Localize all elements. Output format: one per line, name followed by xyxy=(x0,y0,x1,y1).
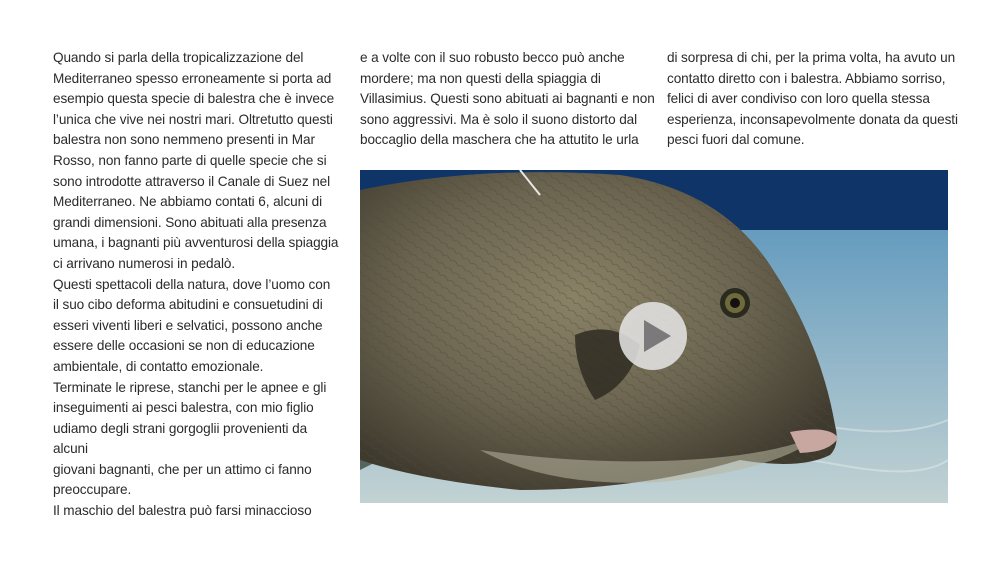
text-column-3: di sorpresa di chi, per la prima volta, ha avuto un contatto diretto con i balestra. Abbiamo sorriso, felici di aver condiviso con loro quella stessa esperienza, inconsapevolmente donata da questi pesci fuori dal comune. xyxy=(667,50,958,148)
text-column-2: e a volte con il suo robusto becco può anche mordere; ma non questi della spiaggia di Villasimius. Questi sono abituati ai bagnanti e non sono aggressivi. Ma è solo il suono distorto dal boccaglio della maschera che ha attutito le urla xyxy=(360,50,655,148)
text-column-1: Quando si parla della tropicalizzazione del Mediterraneo spesso erroneamente si porta ad esempio questa specie di balestra che è invece l’unica che vive nei nostri mari. Oltretutto questi balestra non sono nemmeno presenti in Mar Rosso, non fanno parte di quelle specie che si sono introdotte attraverso il Canale di Suez nel Mediterraneo. Ne abbiamo contati 6, alcuni di grandi dimensioni. Sono abituati alla presenza umana, i bagnanti più avventurosi della spiaggia ci arrivano numerosi in pedalò. Questi spettacoli della natura, dove l’uomo con il suo cibo deforma abitudini e consuetudini di esseri viventi liberi e selvatici, possono anche essere delle occasioni se non di educazione ambientale, di contatto emozionale. Terminate le riprese, stanchi per le apnee e gli inseguimenti ai pesci balestra, con mio figlio udiamo degli strani gorgoglii provenienti da alcuni giovani bagnanti, che per un attimo ci fanno preoccupare. Il maschio del balestra può farsi minaccioso xyxy=(53,50,339,519)
play-button[interactable] xyxy=(619,302,687,370)
play-icon xyxy=(644,320,671,352)
